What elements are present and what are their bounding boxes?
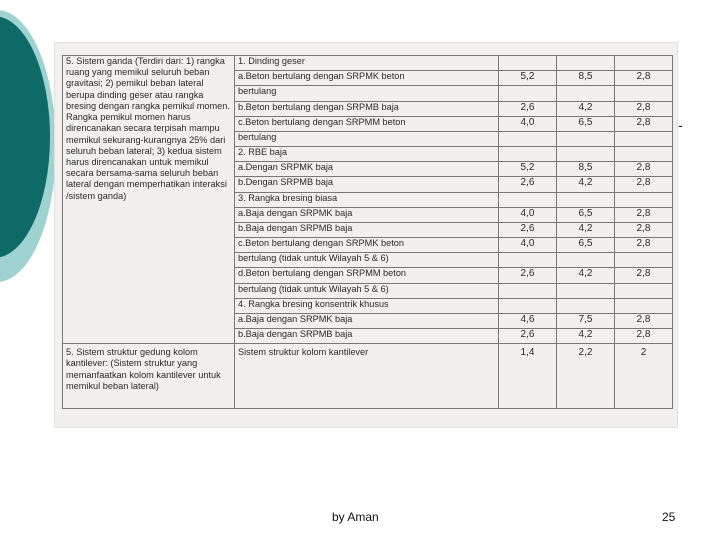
structural-system-item: a.Baja dengan SRPMK baja (235, 313, 499, 328)
dual-system-description: 5. Sistem ganda (Terdiri dari: 1) rangka ruang yang memikul seluruh beban gravitasi; 2) pemikul beban lateral berupa dinding geser atau rangka bresing dengan rangka pemikul momen. Rangka pemikul momen harus direncanakan secara terpisah mampu memikul sekurang-kurangnya 25% dari seluruh beban lateral; 3) kedua sistem harus direncanakan untuk memikul secara bersama-sama seluruh beban lateral dengan memperhatikan interaksi /sistem ganda) (63, 56, 235, 344)
cd-factor-value (615, 192, 673, 207)
structural-system-item: bertulang (tidak untuk Wilayah 5 & 6) (235, 253, 499, 268)
r-factor-value: 4,0 (499, 207, 557, 222)
cd-factor-value: 2,8 (615, 313, 673, 328)
cd-factor-value (615, 283, 673, 298)
stray-dash-mark: - (678, 117, 683, 133)
structural-system-item: c.Beton bertulang dengan SRPMK beton (235, 238, 499, 253)
r-factor-value (499, 192, 557, 207)
r-factor-value: 5,2 (499, 71, 557, 86)
structural-system-item: b.Baja dengan SRPMB baja (235, 329, 499, 344)
omega-factor-value: 2,2 (557, 344, 615, 409)
omega-factor-value: 7,5 (557, 313, 615, 328)
omega-factor-value: 6,5 (557, 116, 615, 131)
structural-system-item: 3. Rangka bresing biasa (235, 192, 499, 207)
omega-factor-value: 4,2 (557, 101, 615, 116)
page-number: 25 (662, 510, 676, 524)
r-factor-value (499, 147, 557, 162)
structural-system-item: bertulang (tidak untuk Wilayah 5 & 6) (235, 283, 499, 298)
r-factor-value: 4,0 (499, 116, 557, 131)
structural-system-item: b.Dengan SRPMB baja (235, 177, 499, 192)
cd-factor-value: 2,8 (615, 116, 673, 131)
r-factor-value: 2,6 (499, 101, 557, 116)
cd-factor-value: 2,8 (615, 207, 673, 222)
cd-factor-value (615, 56, 673, 71)
r-factor-value: 4,0 (499, 238, 557, 253)
omega-factor-value: 8,5 (557, 71, 615, 86)
structural-system-item: 4. Rangka bresing konsentrik khusus (235, 298, 499, 313)
omega-factor-value (557, 283, 615, 298)
structural-system-item: a.Beton bertulang dengan SRPMK beton (235, 71, 499, 86)
structural-system-item: bertulang (235, 86, 499, 101)
table-row (63, 344, 673, 409)
cd-factor-value (615, 147, 673, 162)
structural-system-item: a.Dengan SRPMK baja (235, 162, 499, 177)
cd-factor-value: 2,8 (615, 177, 673, 192)
omega-factor-value: 4,2 (557, 329, 615, 344)
r-factor-value: 2,6 (499, 329, 557, 344)
omega-factor-value: 6,5 (557, 238, 615, 253)
seismic-system-table (62, 55, 673, 409)
omega-factor-value: 4,2 (557, 268, 615, 283)
cd-factor-value (615, 131, 673, 146)
omega-factor-value: 6,5 (557, 207, 615, 222)
omega-factor-value (557, 192, 615, 207)
omega-factor-value: 4,2 (557, 177, 615, 192)
omega-factor-value (557, 131, 615, 146)
r-factor-value: 4,6 (499, 313, 557, 328)
r-factor-value (499, 253, 557, 268)
cd-factor-value (615, 86, 673, 101)
structural-system-item: 1. Dinding geser (235, 56, 499, 71)
omega-factor-value (557, 298, 615, 313)
r-factor-value (499, 56, 557, 71)
cd-factor-value: 2,8 (615, 222, 673, 237)
cd-factor-value: 2,8 (615, 238, 673, 253)
omega-factor-value (557, 86, 615, 101)
omega-factor-value (557, 56, 615, 71)
omega-factor-value: 8,5 (557, 162, 615, 177)
cd-factor-value (615, 253, 673, 268)
cd-factor-value: 2,8 (615, 268, 673, 283)
cd-factor-value: 2,8 (615, 162, 673, 177)
r-factor-value: 1,4 (499, 344, 557, 409)
structural-system-item: a.Baja dengan SRPMK baja (235, 207, 499, 222)
cantilever-system-description: 5. Sistem struktur gedung kolom kantilever: (Sistem struktur yang memanfaatkan kolom kantilever untuk memikul beban lateral) (63, 344, 235, 409)
cd-factor-value: 2,8 (615, 101, 673, 116)
cd-factor-value: 2,8 (615, 329, 673, 344)
structural-system-item: b.Beton bertulang dengan SRPMB baja (235, 101, 499, 116)
structural-system-item: b.Baja dengan SRPMB baja (235, 222, 499, 237)
r-factor-value (499, 298, 557, 313)
cd-factor-value: 2,8 (615, 71, 673, 86)
structural-system-item: Sistem struktur kolom kantilever (235, 344, 499, 409)
cd-factor-value: 2 (615, 344, 673, 409)
r-factor-value: 2,6 (499, 268, 557, 283)
r-factor-value: 2,6 (499, 177, 557, 192)
r-factor-value: 5,2 (499, 162, 557, 177)
omega-factor-value: 4,2 (557, 222, 615, 237)
footer-author: by Aman (332, 510, 379, 524)
structural-system-item: 2. RBE baja (235, 147, 499, 162)
structural-system-item: c.Beton bertulang dengan SRPMM beton (235, 116, 499, 131)
cd-factor-value (615, 298, 673, 313)
omega-factor-value (557, 253, 615, 268)
structural-system-item: bertulang (235, 131, 499, 146)
r-factor-value: 2,6 (499, 222, 557, 237)
r-factor-value (499, 283, 557, 298)
r-factor-value (499, 86, 557, 101)
omega-factor-value (557, 147, 615, 162)
table-row (63, 56, 673, 71)
r-factor-value (499, 131, 557, 146)
structural-system-item: d.Beton bertulang dengan SRPMM beton (235, 268, 499, 283)
